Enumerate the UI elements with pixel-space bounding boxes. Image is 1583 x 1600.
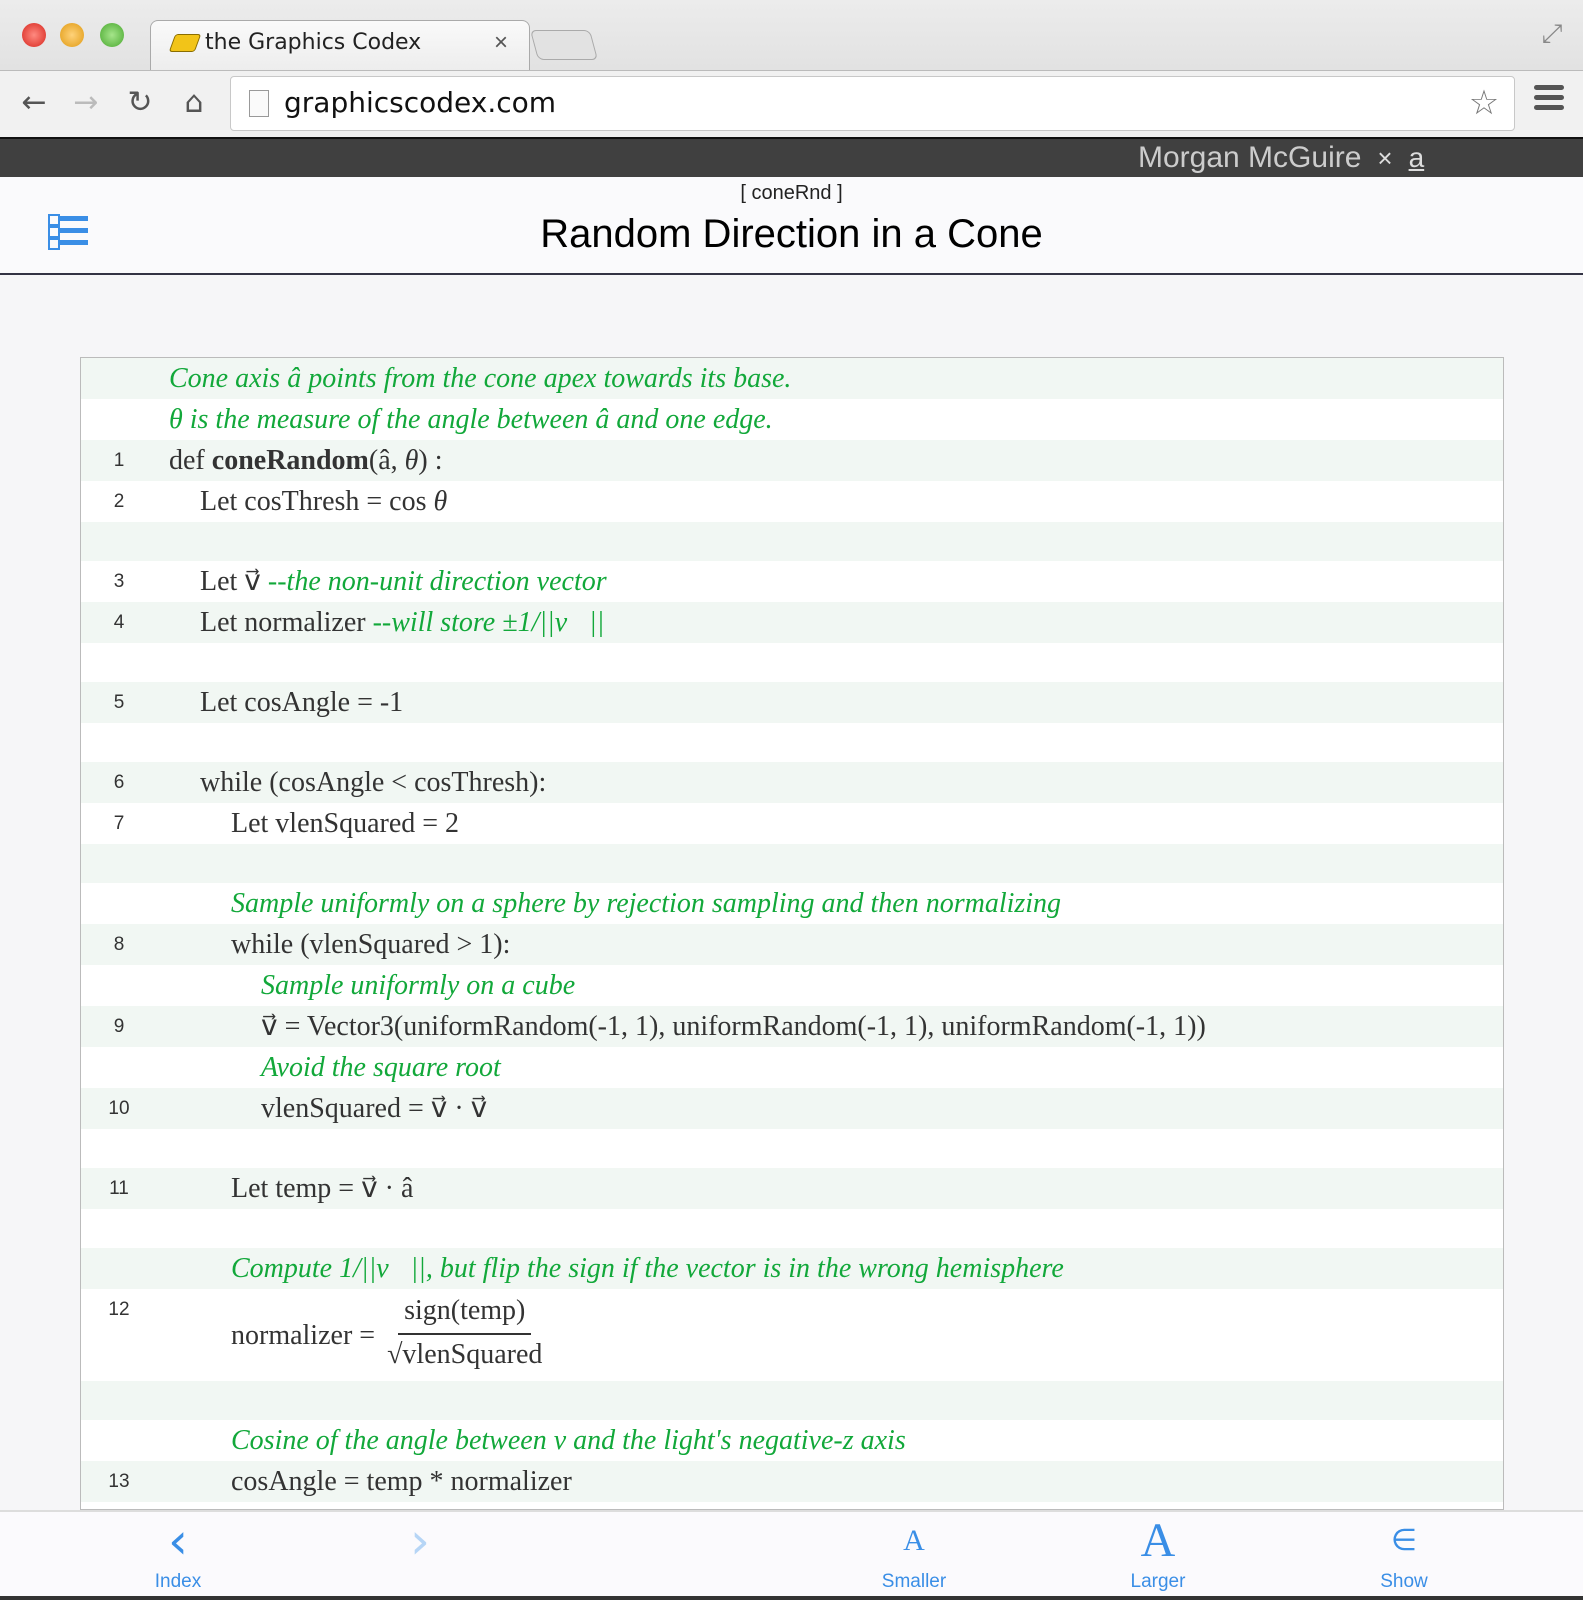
code-text: cosAngle = temp * normalizer	[231, 1466, 572, 1497]
pseudocode-listing	[80, 357, 1504, 1510]
menu-icon[interactable]	[1534, 85, 1564, 115]
larger-button[interactable]	[1098, 1512, 1218, 1594]
comment-text: Cone axis â points from the cone apex towards its base.	[169, 363, 792, 394]
code-text: Let vlenSquared = 2	[231, 808, 460, 839]
code-text: vlenSquared = v⃗ · v⃗	[261, 1093, 488, 1124]
blank-row	[81, 1209, 1503, 1248]
next-button[interactable]	[360, 1512, 480, 1570]
page-title: Random Direction in a Cone	[540, 212, 1043, 256]
code-text: Let cosThresh = cos	[200, 486, 434, 517]
line-number: 13	[108, 1471, 130, 1492]
code-text: while (cosAngle < cosThresh):	[200, 767, 547, 798]
code-line	[81, 803, 1503, 844]
line-text	[169, 358, 791, 399]
chevron-right-icon: ›	[410, 1512, 430, 1570]
frac-lhs: normalizer =	[231, 1319, 376, 1351]
denominator: √vlenSquared	[387, 1339, 543, 1370]
code-text: v⃗ = Vector3(uniformRandom(-1, 1), uniformRandom(-1, 1), uniformRandom(-1, 1))	[261, 1011, 1206, 1042]
larger-label: Larger	[1130, 1571, 1186, 1592]
show-label: Show	[1380, 1571, 1428, 1592]
tab-close-icon[interactable]: ×	[493, 29, 508, 56]
zoom-window-button[interactable]	[100, 23, 124, 47]
bottom-nav	[0, 1510, 1583, 1596]
code-line	[81, 682, 1503, 723]
line-text	[231, 924, 510, 965]
line-text	[200, 481, 447, 522]
smaller-font-icon: A	[903, 1524, 925, 1557]
show-button[interactable]	[1344, 1512, 1464, 1594]
amazon-icon[interactable]: a	[1408, 142, 1425, 173]
code-line	[81, 1461, 1503, 1502]
line-number: 1	[113, 450, 125, 471]
index-label: Index	[154, 1571, 202, 1592]
smaller-label: Smaller	[881, 1571, 947, 1592]
code-text: coneRandom	[211, 445, 369, 476]
code-line	[81, 1088, 1503, 1129]
user-bar	[0, 137, 1583, 177]
code-line	[81, 1006, 1503, 1047]
code-line	[81, 358, 1503, 399]
code-text: θ	[433, 486, 448, 517]
line-text	[200, 762, 546, 803]
comment-text: Sample uniformly on a sphere by rejection sampling and then normalizing	[231, 888, 1062, 919]
line-number: 4	[113, 612, 125, 633]
code-line	[81, 440, 1503, 481]
comment-text: Cosine of the angle between v and the light's negative-z axis	[231, 1425, 906, 1456]
code-line	[81, 1168, 1503, 1209]
line-number: 10	[108, 1098, 130, 1119]
code-line	[81, 1289, 1503, 1381]
line-number: 2	[113, 491, 125, 512]
line-number: 9	[113, 1016, 125, 1037]
bookmark-star-icon[interactable]: ☆	[1468, 83, 1500, 123]
blank-row	[81, 522, 1503, 561]
close-window-button[interactable]	[22, 23, 46, 47]
line-text	[200, 561, 607, 602]
page-icon	[249, 90, 269, 117]
code-line	[81, 924, 1503, 965]
user-close-icon[interactable]: ×	[1377, 143, 1393, 173]
code-text: def	[169, 445, 212, 476]
line-number: 3	[113, 571, 125, 592]
browser-chrome	[0, 0, 1583, 137]
window-bottom-edge	[0, 1596, 1583, 1600]
line-text	[231, 1168, 413, 1209]
line-number: 12	[108, 1299, 130, 1320]
minimize-window-button[interactable]	[60, 23, 84, 47]
line-text	[231, 1420, 906, 1461]
code-line	[81, 399, 1503, 440]
comment-text: Compute 1/||v⃗||, but flip the sign if the vector is in the wrong hemisphere	[231, 1253, 1064, 1284]
forward-icon[interactable]: →	[73, 85, 99, 120]
line-number: 8	[113, 934, 125, 955]
code-text: Let cosAngle = -1	[200, 687, 404, 718]
code-line	[81, 1047, 1503, 1088]
comment-text: Sample uniformly on a cube	[261, 970, 576, 1001]
code-text: Let temp = v⃗ · â	[231, 1173, 414, 1204]
code-line	[81, 481, 1503, 522]
blank-row	[81, 723, 1503, 762]
line-number: 6	[113, 772, 125, 793]
toolbar	[0, 70, 1583, 137]
user-name[interactable]: Morgan McGuire	[1138, 141, 1362, 174]
code-text: θ	[404, 445, 419, 476]
code-line	[81, 561, 1503, 602]
comment-text: --the non-unit direction vector	[267, 566, 607, 597]
fullscreen-icon[interactable]: ⤢	[1541, 18, 1563, 48]
comment-text: Avoid the square root	[261, 1052, 501, 1083]
line-text	[200, 602, 604, 643]
index-button[interactable]	[118, 1512, 238, 1594]
line-text	[169, 399, 773, 440]
line-text	[231, 1289, 542, 1381]
topic-tag: [ coneRnd ]	[740, 182, 843, 204]
reload-icon[interactable]: ↻	[127, 85, 153, 120]
comment-text: θ is the measure of the angle between â and one edge.	[169, 404, 773, 435]
url-text: graphicscodex.com	[284, 86, 557, 119]
back-icon[interactable]: ←	[21, 85, 47, 120]
home-icon[interactable]: ⌂	[184, 85, 204, 120]
comment-text: --will store ±1/||v⃗||	[372, 607, 605, 638]
chevron-left-icon: ‹	[168, 1512, 188, 1570]
code-line	[81, 762, 1503, 803]
blank-row	[81, 643, 1503, 682]
code-line	[81, 1248, 1503, 1289]
code-line	[81, 883, 1503, 924]
code-text: Let v⃗	[200, 566, 268, 597]
code-text: (â,	[368, 445, 405, 476]
blank-row	[81, 1381, 1503, 1420]
larger-font-icon: A	[1140, 1514, 1176, 1567]
address-bar[interactable]	[230, 76, 1515, 131]
line-text	[200, 682, 403, 723]
line-text	[231, 883, 1061, 924]
code-text: ) :	[418, 445, 443, 476]
line-text	[169, 440, 443, 481]
code-line	[81, 965, 1503, 1006]
new-tab-button[interactable]	[530, 30, 598, 60]
code-line	[81, 1420, 1503, 1461]
element-of-icon: ∈	[1390, 1524, 1418, 1557]
code-line	[81, 602, 1503, 643]
blank-row	[81, 844, 1503, 883]
code-text: while (vlenSquared > 1):	[231, 929, 511, 960]
line-text	[261, 965, 575, 1006]
user-controls	[1138, 139, 1424, 177]
line-number: 7	[113, 813, 125, 834]
line-text	[261, 1047, 501, 1088]
numerator: sign(temp)	[398, 1291, 531, 1335]
smaller-button[interactable]	[854, 1512, 974, 1594]
blank-row	[81, 1129, 1503, 1168]
tab-title: the Graphics Codex	[205, 30, 422, 55]
code-text: Let normalizer	[200, 607, 373, 638]
fraction	[387, 1291, 542, 1379]
line-text	[261, 1088, 487, 1129]
line-number: 5	[113, 692, 125, 713]
line-text	[231, 803, 459, 844]
page-header	[0, 177, 1583, 275]
line-text	[261, 1006, 1206, 1047]
line-number: 11	[109, 1178, 129, 1199]
line-text	[231, 1248, 1064, 1289]
line-text	[231, 1461, 572, 1502]
